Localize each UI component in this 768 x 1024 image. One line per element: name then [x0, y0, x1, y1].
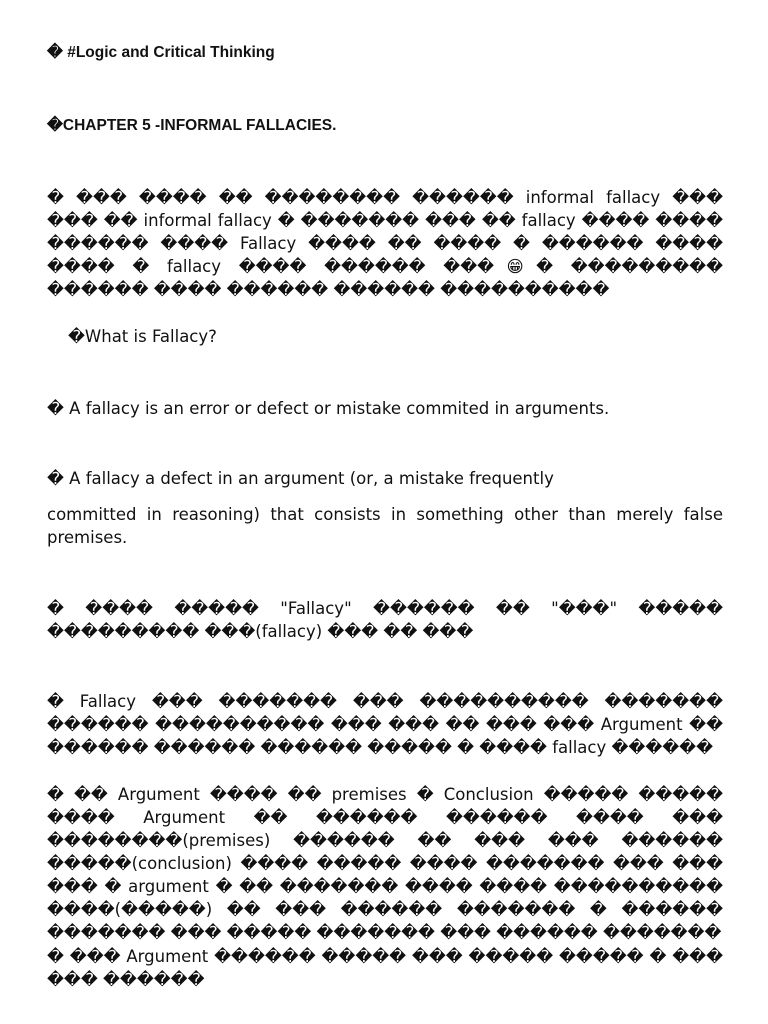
- bangla-paragraph-2: � Fallacy ��� ������� ��� ���������� ������� ������ ���������� ��� ��� �� ��� ��� Argument �� ������ ������ ������ ����� � ���� fallacy ������: [47, 692, 723, 757]
- document-title: � #Logic and Critical Thinking: [47, 44, 275, 61]
- bangla-paragraph-4: � ��� Argument ������ ����� ��� ����� ����� � ��� ��� ������: [47, 947, 723, 989]
- definition-paragraph-2-line-2: committed in reasoning) that consists in something other than merely false premises.: [47, 505, 723, 547]
- chapter-heading: �CHAPTER 5 -INFORMAL FALLACIES.: [47, 117, 337, 134]
- definition-paragraph-1: � A fallacy is an error or defect or mistake commited in arguments.: [47, 399, 610, 418]
- section-heading-what-is-fallacy: �What is Fallacy?: [68, 327, 217, 346]
- bangla-paragraph-1: � ���� ����� "Fallacy" ������ �� "���" ����� ��������� ���(fallacy) ��� �� ���: [47, 599, 723, 641]
- definition-paragraph-2-line-1: � A fallacy a defect in an argument (or, a mistake frequently: [47, 469, 554, 488]
- bangla-paragraph-3: � �� Argument ���� �� premises � Conclusion ����� ����� ���� Argument �� ������ ������ ���� ��� ��������(premises) ������ �� ��� ��� ������ �����(conclusion) ���� ����� ���� ������� ��� ��� ��� � argument � �� ������� ���� ���� ���������� ����(�����) �� ��� ������ ������� � ������ ������� ��� ����� ������� ��� ������ �������: [47, 785, 723, 942]
- intro-paragraph: � ��� ���� �� �������� ������ informal fallacy ��� ��� �� informal fallacy � ������� ��� �� fallacy ���� ���� ������ ���� Fallacy ���� �� ���� � ������ ���� ���� � fallacy ���� ������ ���😁� ��������� ������ ���� ������ ������ ����������: [47, 188, 723, 299]
